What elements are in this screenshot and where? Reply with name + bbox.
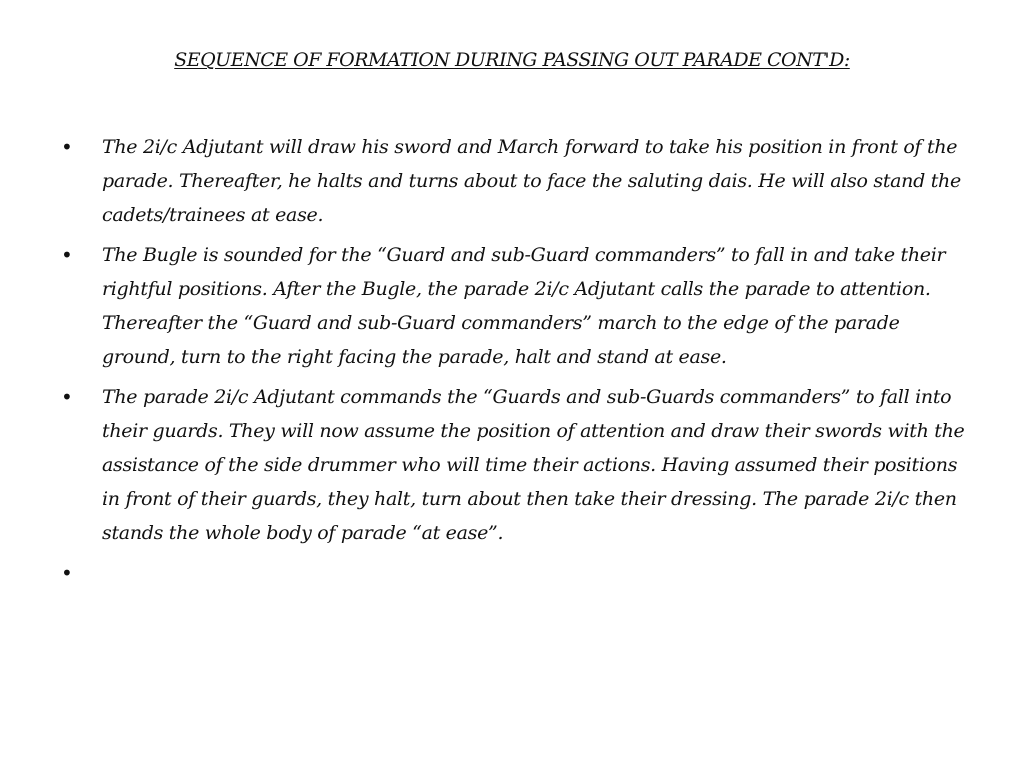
slide-title: SEQUENCE OF FORMATION DURING PASSING OUT PARADE CONT'D: (174, 49, 850, 71)
bullet-list (0, 130, 1024, 596)
bullet-text: The parade 2i/c Adjutant commands the “Guards and sub-Guards commanders” to fall into their guards. They will now assume the position of attention and draw their swords with the assistance of the side drummer who will time their actions. Having assumed their positions in front of their guards, they halt, turn about then take their dressing. The parade 2i/c then stands the whole body of parade “at ease”. (102, 386, 965, 544)
bullet-icon: • (61, 243, 73, 267)
bullet-icon: • (61, 385, 73, 409)
bullet-item-empty (0, 556, 972, 590)
bullet-icon: • (61, 135, 73, 159)
bullet-text: The Bugle is sounded for the “Guard and sub-Guard commanders” to fall in and take their rightful positions. After the Bugle, the parade 2i/c Adjutant calls the parade to attention. Thereafter the “Guard and sub-Guard commanders” march to the edge of the parade ground, turn to the right facing the parade, halt and stand at ease. (102, 244, 946, 368)
bullet-item (0, 130, 972, 232)
bullet-item (0, 380, 972, 550)
bullet-icon: • (61, 561, 73, 585)
bullet-text: The 2i/c Adjutant will draw his sword and March forward to take his position in front of the parade. Thereafter, he halts and turns about to face the saluting dais. He will also stand the cadets/trainees at ease. (102, 136, 961, 226)
bullet-item (0, 238, 972, 374)
